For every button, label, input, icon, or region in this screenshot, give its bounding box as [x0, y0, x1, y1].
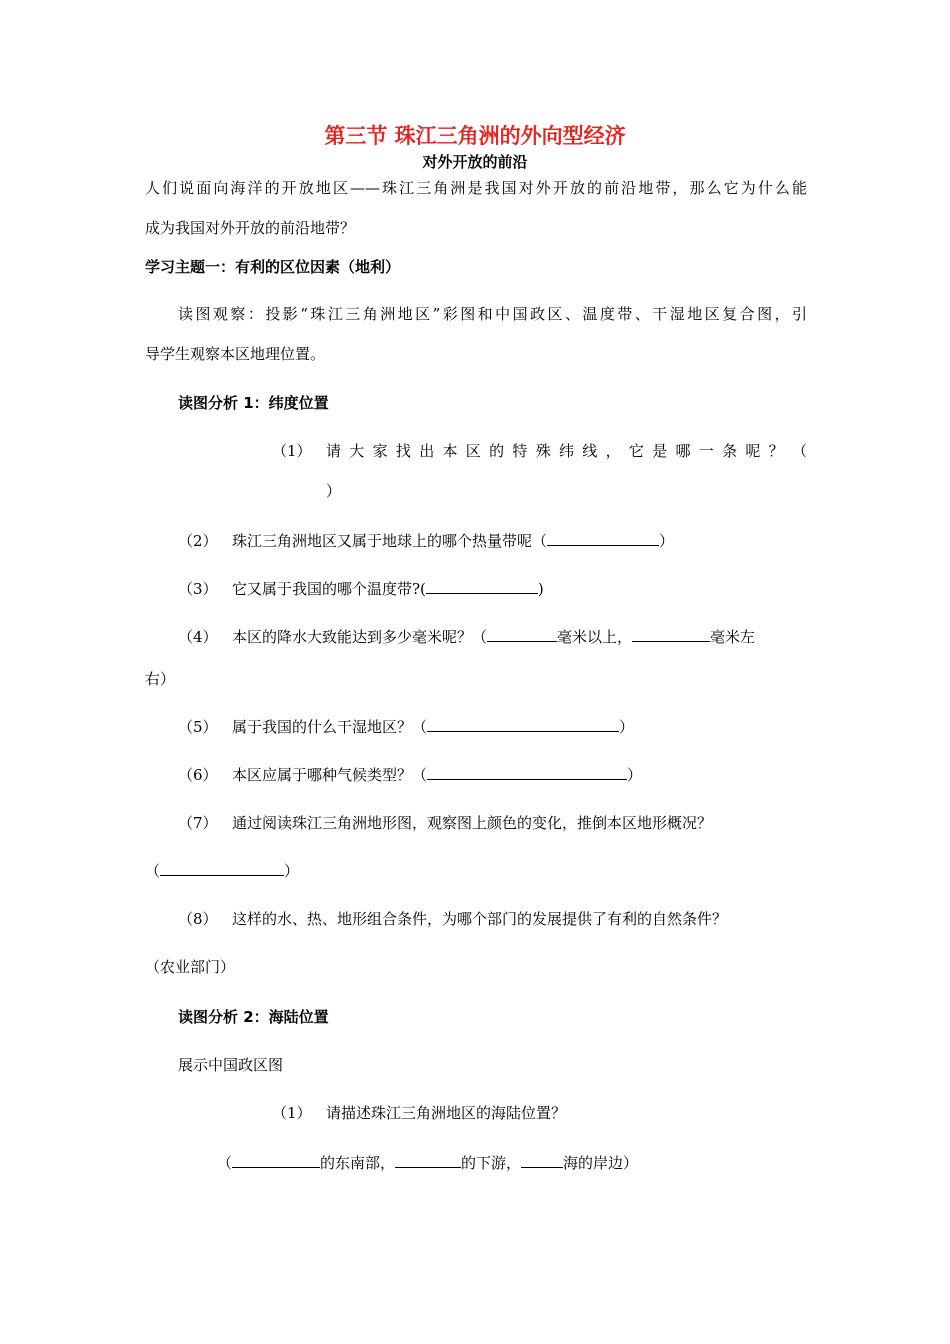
- question-2-text: 珠江三角洲地区又属于地球上的哪个热量带呢（: [232, 532, 548, 550]
- page-subtitle: 对外开放的前沿: [422, 153, 528, 171]
- paren-open: （: [145, 862, 161, 880]
- page-title: 第三节 珠江三角洲的外向型经济: [324, 124, 626, 148]
- question-3: [178, 578, 544, 600]
- observe-line-1: 读图观察：投影“珠江三角洲地区”彩图和中国政区、温度带、干湿地区复合图，引: [178, 305, 807, 323]
- question-number: （2）: [178, 532, 218, 550]
- question-4-line-2: 右）: [145, 670, 176, 688]
- question-4: [178, 626, 755, 648]
- paren-close: ）: [619, 718, 635, 736]
- answer-blank[interactable]: [487, 626, 557, 642]
- answer-blank[interactable]: [632, 626, 710, 642]
- question-7: [178, 812, 712, 834]
- paren-close: ): [537, 580, 544, 598]
- question-number: （7）: [178, 814, 218, 832]
- answer-blank[interactable]: [521, 1152, 563, 1168]
- question-4-text-c: 毫米左: [710, 628, 756, 646]
- question-4-text-b: 毫米以上，: [557, 628, 633, 646]
- question-3-text: 它又属于我国的哪个温度带?(: [232, 580, 426, 598]
- answer-blank[interactable]: [160, 860, 284, 876]
- paren-close: ）: [627, 766, 643, 784]
- topic-heading: 学习主题一：有利的区位因素（地利）: [145, 258, 401, 276]
- question-7-answer: [145, 860, 299, 882]
- question-5-text: 属于我国的什么干湿地区？（: [232, 718, 428, 736]
- question-sea-land-answer: [217, 1152, 638, 1174]
- question-number: （4）: [178, 628, 218, 646]
- answer-text-a: 的东南部，: [320, 1154, 396, 1172]
- paren-close: ）: [659, 532, 675, 550]
- intro-line-1: 人们说面向海洋的开放地区——珠江三角洲是我国对外开放的前沿地带，那么它为什么能: [145, 179, 807, 197]
- show-map-text: 展示中国政区图: [178, 1056, 284, 1074]
- answer-text-c: 海的岸边）: [563, 1154, 639, 1172]
- question-1-close: ）: [326, 482, 342, 500]
- answer-text-b: 的下游，: [461, 1154, 522, 1172]
- question-8-answer: （农业部门）: [145, 958, 236, 976]
- paren-close: ）: [284, 862, 300, 880]
- answer-blank[interactable]: [426, 578, 538, 594]
- question-8-text: 这样的水、热、地形组合条件，为哪个部门的发展提供了有利的自然条件？: [232, 910, 728, 928]
- question-8: [178, 908, 727, 930]
- observe-line-2: 导学生观察本区地理位置。: [145, 345, 326, 363]
- answer-blank[interactable]: [427, 716, 619, 732]
- question-number: （8）: [178, 910, 218, 928]
- question-1-text: 请大家找出本区的特殊纬线，它是哪一条呢？（: [326, 442, 807, 460]
- question-number: （6）: [178, 766, 218, 784]
- question-sea-land: [272, 1102, 566, 1124]
- question-number: （3）: [178, 580, 218, 598]
- question-number: （1）: [272, 1104, 312, 1122]
- intro-line-2: 成为我国对外开放的前沿地带？: [145, 219, 356, 237]
- question-6: [178, 764, 642, 786]
- answer-blank[interactable]: [395, 1152, 461, 1168]
- paren-open: （: [217, 1154, 233, 1172]
- question-5: [178, 716, 634, 738]
- analysis-heading-1: 读图分析 1：纬度位置: [178, 394, 329, 412]
- question-sea-land-text: 请描述珠江三角洲地区的海陆位置？: [326, 1104, 567, 1122]
- question-number: （5）: [178, 718, 218, 736]
- answer-blank[interactable]: [427, 764, 627, 780]
- question-2: [178, 530, 674, 552]
- answer-blank[interactable]: [547, 530, 659, 546]
- answer-blank[interactable]: [232, 1152, 320, 1168]
- analysis-heading-2: 读图分析 2：海陆位置: [178, 1008, 329, 1026]
- question-number: （1）: [272, 442, 312, 460]
- question-4-text-a: 本区的降水大致能达到多少毫米呢？（: [232, 628, 488, 646]
- question-7-text: 通过阅读珠江三角洲地形图，观察图上颜色的变化，推倒本区地形概况？: [232, 814, 713, 832]
- question-6-text: 本区应属于哪种气候类型？（: [232, 766, 428, 784]
